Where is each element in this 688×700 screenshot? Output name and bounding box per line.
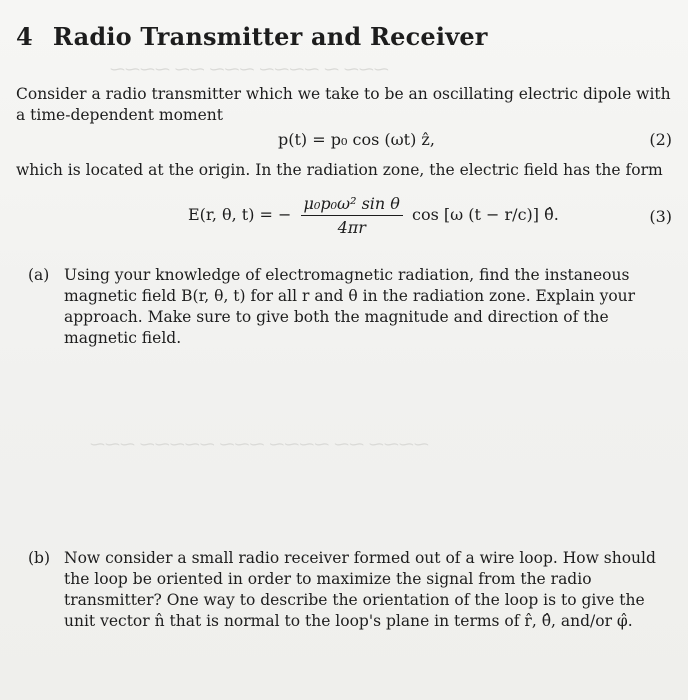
context-paragraph: which is located at the origin. In the radiation zone, the electric field has the form (16, 161, 663, 179)
part-b (28, 548, 678, 632)
equation-2: p(t) = p₀ cos (ωt) ẑ, (278, 130, 435, 149)
part-a-text: Using your knowledge of electromagnetic radiation, find the instaneous magnetic field B(r, θ, t) for all r and θ in the radiation zone. Explain your approach. Make sure to give both the magnitude and direction of the magnetic field. (64, 266, 636, 347)
part-b-label: (b) (28, 549, 51, 567)
section-number: 4 (16, 22, 33, 51)
show-through-texture: ⁓⁓⁓⁓ ⁓⁓ ⁓⁓⁓⁓ ⁓⁓⁓ ⁓⁓⁓⁓⁓ ⁓⁓⁓ (90, 435, 429, 453)
intro-paragraph: Consider a radio transmitter which we take to be an oscillating electric dipole with a time-dependent moment (16, 85, 671, 124)
section-heading (16, 22, 488, 51)
part-a (28, 265, 678, 349)
equation-3-rhs: cos [ω (t − r/c)] θ̂. (412, 205, 559, 224)
part-a-label: (a) (28, 266, 50, 284)
equation-3-number: (3) (649, 207, 672, 226)
equation-2-number: (2) (649, 130, 672, 149)
equation-3-fraction (301, 194, 403, 237)
section-title: Radio Transmitter and Receiver (52, 22, 488, 51)
equation-3-lhs: E(r, θ, t) = − (188, 205, 292, 224)
equation-3-denominator: 4πr (337, 218, 366, 237)
equation-3-numerator: μ₀p₀ω² sin θ (301, 194, 403, 216)
equation-3 (188, 194, 559, 237)
part-b-text: Now consider a small radio receiver formed out of a wire loop. How should the loop be oriented in order to maximize the signal from the radio transmitter? One way to describe the orientation of the loop is to give the unit vector n̂ that is normal to the loop's plane in terms of r̂, θ̂, and/or φ̂. (64, 549, 656, 630)
show-through-texture: ⁓⁓⁓ ⁓ ⁓⁓⁓⁓ ⁓⁓⁓ ⁓⁓ ⁓⁓⁓⁓ (110, 60, 389, 78)
